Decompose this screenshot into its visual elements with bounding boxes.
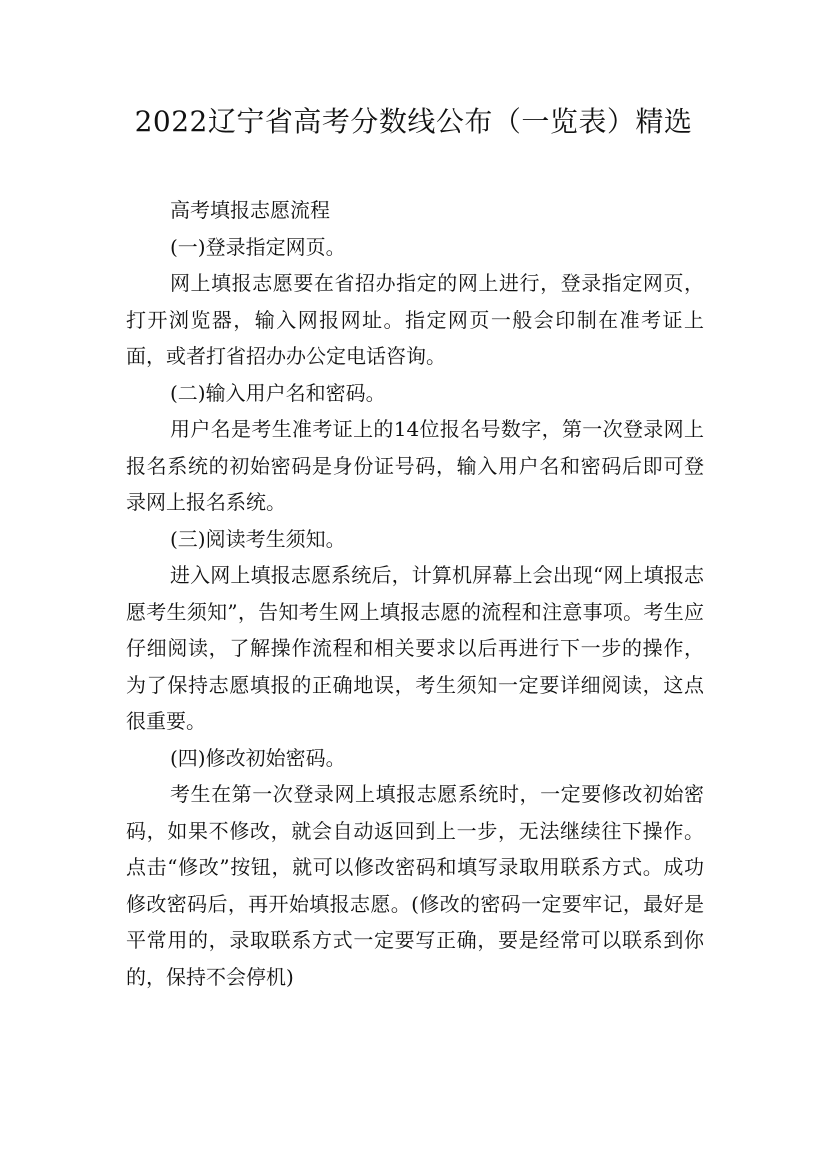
step-heading-1: (一)登录指定网页。 — [170, 234, 346, 259]
document-body — [126, 192, 704, 995]
step-heading-2: (二)输入用户名和密码。 — [170, 380, 386, 405]
step-heading-3: (三)阅读考生须知。 — [170, 526, 346, 551]
step-heading-4: (四)修改初始密码。 — [170, 745, 346, 770]
step-body-3: 进入网上填报志愿系统后，计算机屏幕上会出现“网上填报志愿考生须知”，告知考生网上填报志愿的流程和注意事项。考生应仔细阅读，了解操作流程和相关要求以后再进行下一步的操作，为了保持志愿填报的正确地误，考生须知一定要详细阅读，这点很重要。 — [126, 563, 704, 733]
page-title: 2022辽宁省高考分数线公布（一览表）精选 — [134, 105, 693, 138]
section-heading: 高考填报志愿流程 — [170, 198, 330, 222]
step-body-1: 网上填报志愿要在省招办指定的网上进行，登录指定网页，打开浏览器，输入网报网址。指定网页一般会印制在准考证上面，或者打省招办办公定电话咨询。 — [126, 271, 704, 368]
step-body-2: 用户名是考生准考证上的14位报名号数字，第一次登录网上报名系统的初始密码是身份证号码，输入用户名和密码后即可登录网上报名系统。 — [126, 417, 704, 514]
step-body-4: 考生在第一次登录网上填报志愿系统时，一定要修改初始密码，如果不修改，就会自动返回到上一步，无法继续往下操作。点击“修改”按钮，就可以修改密码和填写录取用联系方式。成功修改密码后，再开始填报志愿。(修改的密码一定要牢记，最好是平常用的，录取联系方式一定要写正确，要是经常可以联系到你的，保持不会停机) — [126, 782, 704, 989]
